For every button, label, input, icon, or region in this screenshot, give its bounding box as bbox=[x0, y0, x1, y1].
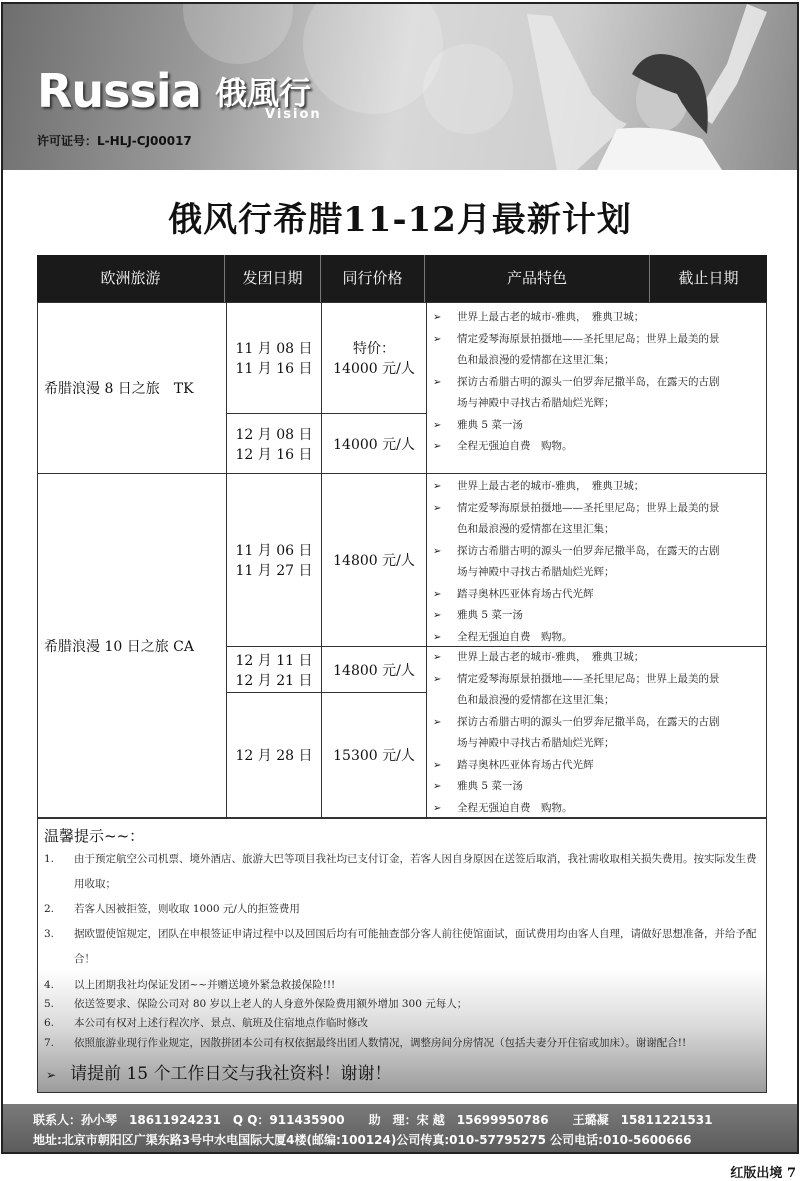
note-item: 6. 本公司有权对上述行程次序、景点、航班及住宿地点作临时修改 bbox=[44, 1017, 368, 1029]
price-10day-nov bbox=[321, 473, 427, 647]
list-item: ➢ 情定爱琴海原景拍摄地——圣托里尼岛；世界上最美的景 色和最浪漫的爱情都在这里汇集； bbox=[427, 329, 765, 372]
price-8day-nov bbox=[321, 302, 427, 414]
list-item: ➢ 踏寻奥林匹亚体育场古代光辉 bbox=[427, 584, 765, 606]
features-10day-a bbox=[426, 473, 767, 647]
dates-10day-dec-a bbox=[226, 646, 322, 693]
list-item: ➢ 探访古希腊古明的源头一伯罗奔尼撒半岛，在露天的古剧 场与神殿中寻找古希腊灿烂光辉； bbox=[427, 712, 765, 755]
note-item: 2. 若客人因被拒签，则收取 1000 元/人的拒签费用 bbox=[44, 903, 300, 915]
list-item: ➢ 全程无强迫自费 购物。 bbox=[427, 627, 765, 649]
dates-8day-dec bbox=[226, 413, 322, 474]
feature-list bbox=[427, 476, 765, 648]
dates-10day-dec-b bbox=[226, 692, 322, 818]
list-item: ➢ 全程无强迫自费 购物。 bbox=[427, 436, 765, 458]
date: 11 月 27 日 bbox=[235, 563, 313, 579]
list-item: ➢ 雅典 5 菜一汤 bbox=[427, 776, 765, 798]
list-item: ➢ 世界上最古老的城市-雅典， 雅典卫城； bbox=[427, 476, 765, 498]
price-10day-dec-a bbox=[321, 646, 427, 693]
price-8day-dec bbox=[321, 413, 427, 474]
page-title: 俄风行希腊11-12月最新计划 bbox=[168, 200, 632, 240]
date: 12 月 21 日 bbox=[235, 672, 313, 689]
address-line: 地址:北京市朝阳区广渠东路3号中水电国际大厦4楼(邮编:100124)公司传真:010-57795275 公司电话:010-5600666 bbox=[33, 1133, 692, 1147]
date: 11 月 08 日 bbox=[235, 341, 313, 357]
date: 12 月 28 日 bbox=[235, 748, 313, 764]
woman-arms-raised-photo bbox=[497, 4, 787, 170]
price: 14000 元/人 bbox=[333, 436, 415, 453]
note-item: 7. 依照旅游业现行作业规定，因散拼团本公司有权依据最终出团人数情况，调整房间分房情况（包括夫妻分开住宿或加床）。谢谢配合!! bbox=[44, 1037, 687, 1049]
price: 15300 元/人 bbox=[333, 748, 415, 764]
list-item: ➢ 世界上最古老的城市-雅典， 雅典卫城； bbox=[427, 307, 765, 329]
brand-logo-cn: 俄風行 bbox=[215, 74, 312, 112]
dates-8day-nov bbox=[226, 302, 322, 414]
arrow-icon: ➢ bbox=[46, 1068, 57, 1082]
price: 14800 元/人 bbox=[333, 662, 415, 679]
price-label: 特价： bbox=[353, 341, 395, 357]
features-10day-b bbox=[426, 646, 767, 818]
dates-10day-nov bbox=[226, 473, 322, 647]
col-header-price: 同行价格 bbox=[321, 255, 425, 302]
list-item: ➢ 雅典 5 菜一汤 bbox=[427, 605, 765, 627]
list-item: ➢ 世界上最古老的城市-雅典， 雅典卫城； bbox=[427, 647, 765, 669]
notes-section bbox=[37, 818, 767, 1093]
col-header-tour: 欧洲旅游 bbox=[37, 255, 225, 302]
note-item: 4. 以上团期我社均保证发团~~并赠送境外紧急救援保险!!! bbox=[44, 979, 336, 991]
feature-list bbox=[427, 307, 765, 458]
list-item: ➢ 全程无强迫自费 购物。 bbox=[427, 798, 765, 820]
header-banner bbox=[3, 4, 797, 170]
note-item: 3. 据欧盟使馆规定，团队在申根签证申请过程中以及回国后均有可能抽查部分客人前往使馆面试，面试费用均由客人自理，请做好思想准备，并给予配合！ bbox=[44, 928, 757, 965]
price-10day-dec-b bbox=[321, 692, 427, 818]
col-header-date: 发团日期 bbox=[225, 255, 321, 302]
list-item: ➢ 情定爱琴海原景拍摄地——圣托里尼岛；世界上最美的景 色和最浪漫的爱情都在这里汇集； bbox=[427, 669, 765, 712]
list-item: ➢ 探访古希腊古明的源头一伯罗奔尼撒半岛，在露天的古剧 场与神殿中寻找古希腊灿烂光辉； bbox=[427, 372, 765, 415]
tour-name-10day: 希腊浪漫 10 日之旅 CA bbox=[37, 473, 227, 818]
note-item: 5. 依送签要求、保险公司对 80 岁以上老人的人身意外保险费用额外增加 300 元每人； bbox=[44, 998, 468, 1010]
date: 11 月 06 日 bbox=[235, 543, 313, 559]
footer-contact bbox=[3, 1104, 797, 1152]
page-frame bbox=[1, 2, 799, 1154]
contact-line: 联系人：孙小琴 18611924231 Q Q：911435900 助 理：宋 越 15699950786 王璐凝 15811221531 bbox=[33, 1113, 713, 1127]
col-header-deadline: 截止日期 bbox=[678, 269, 739, 287]
date: 12 月 08 日 bbox=[235, 426, 313, 443]
features-8day bbox=[426, 302, 767, 474]
note-item: 1. 由于预定航空公司机票、境外酒店、旅游大巴等项目我社均已支付订金，若客人因自身原因在送签后取消，我社需收取相关损失费用。按实际发生费用收取； bbox=[44, 853, 757, 890]
notes-heading: 温馨提示~~： bbox=[44, 827, 145, 845]
list-item: ➢ 踏寻奥林匹亚体育场古代光辉 bbox=[427, 755, 765, 777]
final-reminder: ➢ 请提前 15 个工作日交与我社资料！谢谢！ bbox=[46, 1064, 392, 1084]
tour-name-8day: 希腊浪漫 8 日之旅 TK bbox=[37, 302, 227, 474]
list-item: ➢ 情定爱琴海原景拍摄地——圣托里尼岛；世界上最美的景 色和最浪漫的爱情都在这里汇集； bbox=[427, 498, 765, 541]
table-header-row bbox=[37, 255, 767, 302]
brand-logo-sub: Vision bbox=[265, 107, 322, 122]
date: 12 月 16 日 bbox=[235, 446, 313, 463]
price: 14000 元/人 bbox=[333, 361, 415, 377]
page-number: 红版出境 7 bbox=[730, 1166, 796, 1181]
brand-logo-en: Russia bbox=[37, 64, 201, 118]
license-number: 许可证号：L-HLJ-CJ00017 bbox=[37, 134, 192, 148]
date: 12 月 11 日 bbox=[235, 652, 313, 669]
date: 11 月 16 日 bbox=[235, 361, 313, 377]
feature-list bbox=[427, 647, 765, 819]
price: 14800 元/人 bbox=[333, 553, 415, 569]
list-item: ➢ 探访古希腊古明的源头一伯罗奔尼撒半岛，在露天的古剧 场与神殿中寻找古希腊灿烂光辉； bbox=[427, 541, 765, 584]
col-header-features: 产品特色 bbox=[425, 255, 650, 302]
list-item: ➢ 雅典 5 菜一汤 bbox=[427, 415, 765, 437]
